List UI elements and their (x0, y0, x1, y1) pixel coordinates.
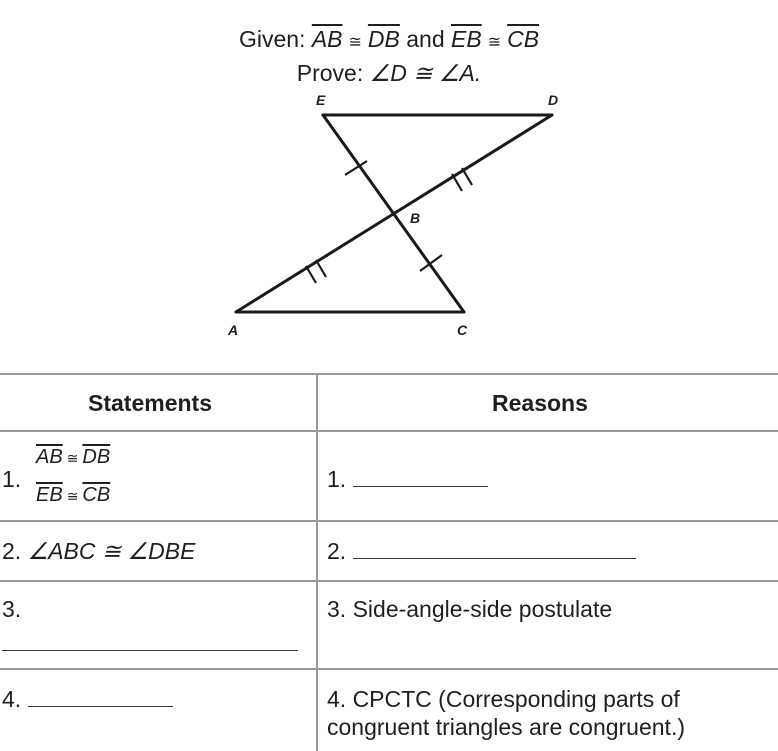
segment-eb: $\overline{EB}$ (451, 26, 482, 52)
congruent-symbol: ≅ (487, 34, 502, 51)
statements-header: Statements (88, 390, 212, 416)
prove-label: Prove: (296, 60, 364, 86)
segment-eb: $\overline{EB}$ (36, 484, 63, 506)
row4-statement-blank[interactable] (28, 686, 173, 707)
row4-reason-line1: 4. CPCTC (Corresponding parts of (327, 686, 680, 712)
row4-reason-line2: congruent triangles are congruent.) (327, 714, 685, 740)
congruent-symbol: ≅ (66, 450, 79, 466)
geometry-figure (0, 80, 778, 350)
row4-number: 4. (2, 686, 22, 712)
and-word: and (406, 26, 445, 52)
row2-reason (327, 538, 636, 565)
segment-cb: $\overline{CB}$ (82, 484, 111, 506)
segment-ab: $\overline{AB}$ (36, 446, 63, 468)
table-top-border (0, 373, 778, 375)
double-tick-bd-1 (452, 174, 462, 191)
row2-reason-blank[interactable] (353, 538, 636, 559)
row1-reason-blank[interactable] (353, 466, 488, 487)
double-tick-ab-2 (316, 260, 326, 277)
table-header-divider (0, 430, 778, 432)
table-row-divider (0, 580, 778, 582)
table-row-divider (0, 668, 778, 670)
row3-statement-blank[interactable] (2, 630, 298, 651)
row2-number: 2. (2, 538, 22, 564)
double-tick-ab-1 (306, 266, 316, 283)
segment-db: $\overline{DB}$ (82, 446, 111, 468)
segment-cb: $\overline{CB}$ (507, 26, 540, 52)
reasons-header: Reasons (492, 390, 588, 416)
vertex-label-b: B (410, 210, 421, 226)
congruent-symbol: ≅ (348, 34, 362, 51)
row3-reason: 3. Side-angle-side postulate (327, 596, 613, 622)
segment-db: $\overline{DB}$ (367, 26, 400, 52)
row2-statement (2, 538, 195, 565)
row1-statement-a (36, 446, 110, 469)
row1-statement-b (36, 484, 110, 507)
row1-reason-number: 1. (327, 466, 347, 492)
given-label: Given: (238, 26, 306, 52)
segment-ab: $\overline{AB}$ (311, 26, 343, 52)
row2-statement-text: ∠ABC ≅ ∠DBE (27, 538, 196, 564)
vertex-label-c: C (457, 322, 468, 338)
given-line (0, 26, 778, 53)
table-row-divider (0, 520, 778, 522)
row4-statement (2, 686, 173, 713)
table-column-divider (316, 373, 318, 751)
vertex-label-e: E (316, 92, 326, 108)
segment-ad (236, 115, 552, 312)
vertex-label-d: D (548, 92, 559, 108)
congruent-symbol: ≅ (66, 488, 79, 504)
double-tick-bd-2 (462, 168, 472, 185)
prove-statement: ∠D ≅ ∠A. (369, 60, 482, 86)
row1-number: 1. (2, 466, 22, 492)
row1-reason (327, 466, 488, 493)
row3-number: 3. (2, 596, 22, 622)
row2-reason-number: 2. (327, 538, 347, 564)
vertex-label-a: A (228, 322, 239, 338)
